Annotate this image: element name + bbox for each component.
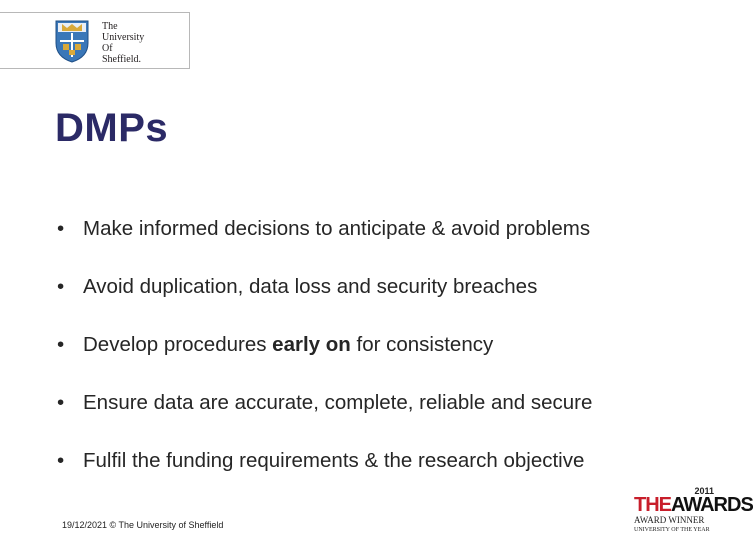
university-logo	[0, 12, 190, 69]
bullet-item	[57, 212, 592, 270]
bullet-item	[57, 444, 592, 502]
university-wordmark	[102, 21, 144, 65]
bullet-emphasis: early on	[272, 333, 351, 356]
bullet-text: Ensure data are accurate, complete, reliable and secure	[83, 391, 593, 414]
bullet-marker: •	[57, 391, 65, 414]
wordmark-line: University	[102, 32, 145, 43]
bullet-item	[57, 270, 592, 328]
awards-subtitle: UNIVERSITY OF THE YEAR	[634, 527, 710, 533]
awards-wordmark	[634, 495, 753, 515]
bullet-text: Avoid duplication, data loss and security breaches	[83, 275, 538, 298]
wordmark-line: Sheffield.	[102, 54, 141, 65]
bullet-text: Develop procedures	[83, 333, 273, 356]
bullet-marker: •	[57, 275, 65, 298]
university-crest-icon	[54, 19, 90, 63]
bullet-text-tail: for consistency	[350, 333, 494, 356]
bullet-list	[57, 212, 592, 502]
wordmark-line: The	[102, 21, 118, 32]
bullet-text: Make informed decisions to anticipate & avoid problems	[83, 217, 591, 240]
wordmark-line: Of	[102, 43, 113, 54]
slide-footer: 19/12/2021 © The University of Sheffield	[62, 520, 224, 530]
bullet-text: Fulfil the funding requirements & the research objective	[83, 449, 585, 472]
awards-year: 2011	[694, 486, 714, 496]
slide-title: DMPs	[55, 106, 169, 150]
awards-text: AWARDS	[671, 494, 753, 516]
bullet-item	[57, 386, 592, 444]
awards-badge	[632, 486, 753, 536]
bullet-marker: •	[57, 449, 65, 472]
bullet-marker: •	[57, 217, 65, 240]
bullet-item	[57, 328, 592, 386]
bullet-marker: •	[57, 333, 65, 356]
awards-winner: AWARD WINNER	[634, 515, 705, 525]
awards-the: THE	[634, 494, 671, 516]
